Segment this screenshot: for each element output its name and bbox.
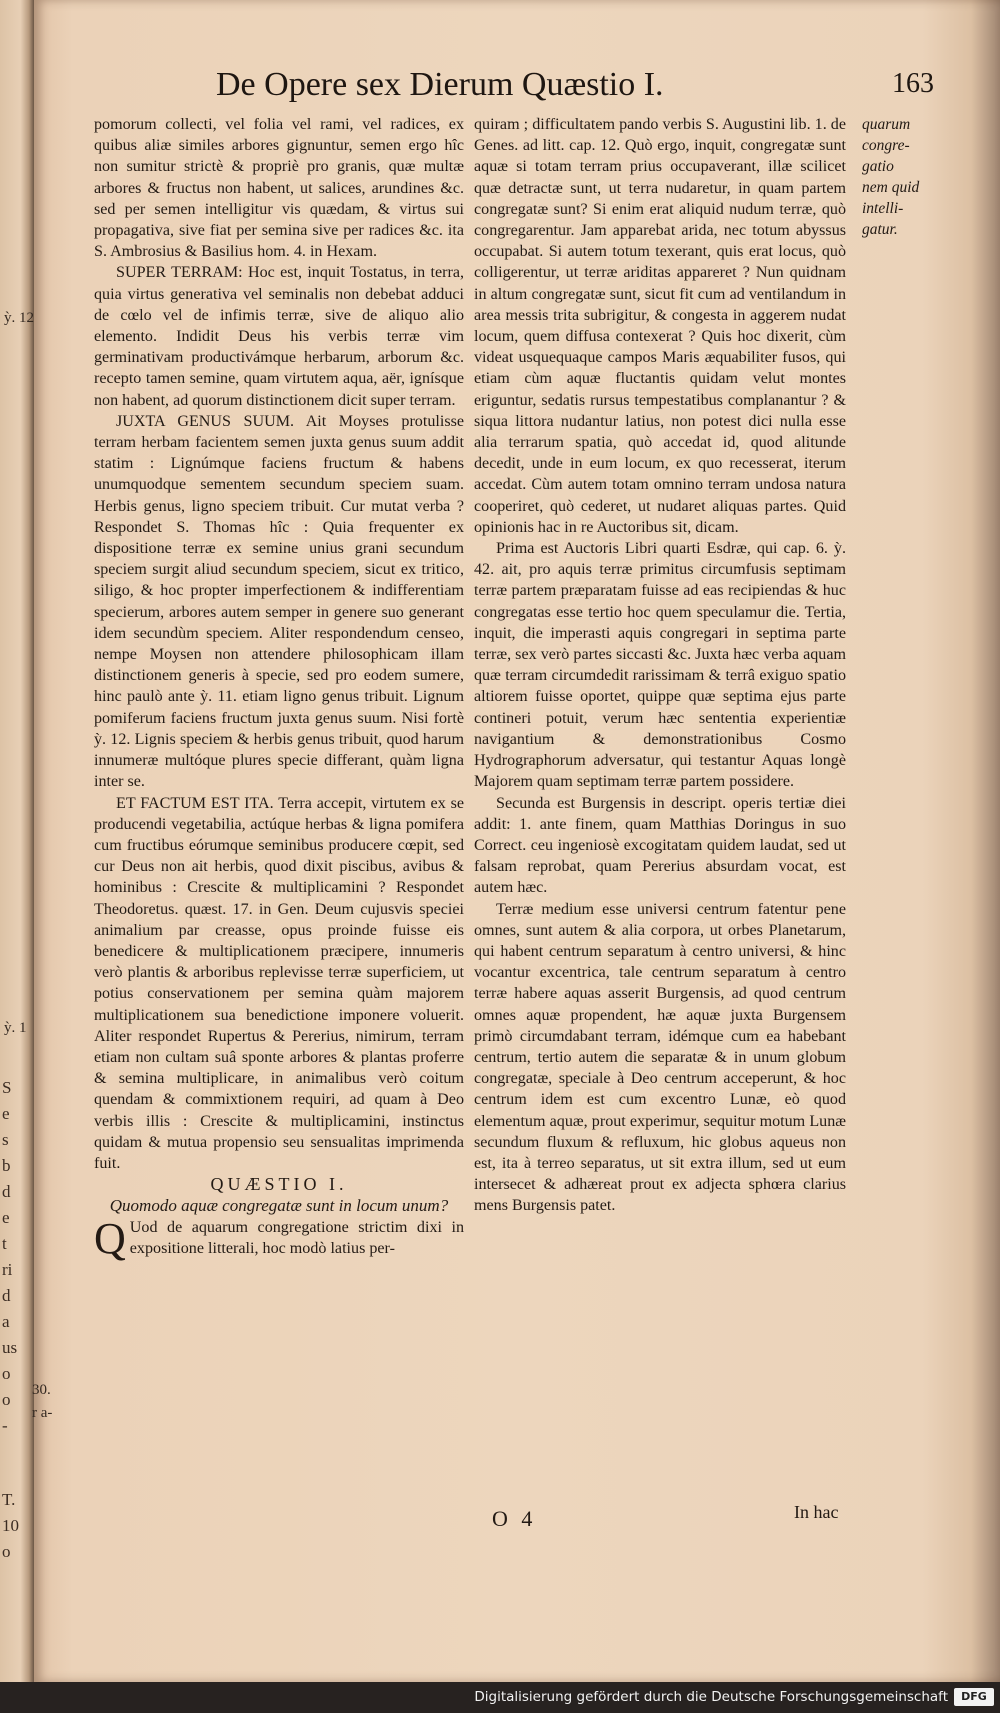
gutter-fragment: o (2, 1542, 11, 1561)
paragraph: pomorum collecti, vel folia vel rami, vel radices, ex quibus aliæ similes arbores gignuntur, semen ergo hîc non sumitur strictè & propriè pro granis, quæ multæ arbores & fructus non habent, ut salices, arundines &c. sed per semen intelligitur vis quædam, & virtus sui propagativa, sive fiat per semina sive per radices &c. ita S. Ambrosius & Basilius hom. 4. in Hexam. (94, 116, 464, 261)
right-margin-note: congre- (862, 137, 910, 154)
left-column (94, 114, 464, 1263)
right-column (474, 114, 846, 1217)
gutter-fragment: - (2, 1416, 8, 1435)
gutter-fragment: b (2, 1156, 11, 1175)
question-opening (94, 1213, 464, 1263)
gutter-fragment: e (2, 1208, 10, 1227)
left-margin-note: ỳ. 1 (4, 1020, 27, 1036)
gutter-fragment: ri (2, 1260, 13, 1279)
gutter-fragment: a (2, 1312, 10, 1331)
dfg-logo-icon: DFG (954, 1688, 994, 1706)
question-subtitle: Quomodo aquæ congregatæ sunt in locum unum? (109, 1196, 449, 1216)
running-title: De Opere sex Dierum Quæstio I. (216, 66, 664, 103)
paragraph: Terræ medium esse universi centrum fatentur pene omnes, sunt autem & alia corpora, ut orbes Planetarum, qui habent centrum separatum à centro universi, & hinc vocantur excentrica, tale centrum separatum à centro terræ habere aquas asserit Burgensis, ad quod centrum omnes aquæ propendent, hæ aquæ juxta Burgensem primò circumdabant terram, idémque cum ea habebant centrum, tertio autem die separatæ & in unum globum congregatæ, speciale à Deo centrum acceperunt, & hoc centrum idem est cum excentro Lunæ, eò quod elementum aquæ, prout experimur, sequitur motum Lunæ secundum fluxum & refluxum, hic globus aqueus non est, ita à terreo separatus, ut sit extra illum, sed ut eum intersecet & adhæreat prout ex adjecta sphœra clarius mens Burgensis patet. (474, 900, 846, 1215)
facing-page-gutter (0, 0, 34, 1682)
gutter-fragment: us (2, 1338, 18, 1357)
paragraph: ET FACTUM EST ITA. Terra accepit, virtutem ex se producendi vegetabilia, actúque herbas & ligna pomifera cum fructibus eórumque seminibus producere cœpit, sed cur Deus non ait herbis, quod dixit piscibus, avibus & hominibus : Crescite & multiplicamini ? Respondet Theodoretus. quæst. 17. in Gen. Deum cujusvis speciei animalium par creasse, opus proinde fuisse eis benedicere & multiplicationem præcipere, innumeris verò plantis & arboribus replevisse terræ superficiem, ut potius conservationem per semina quàm majorem multiplicationem sua benedictione imponere voluerit. Aliter respondet Rupertus & Pererius, nimirum, terram etiam non cultam suâ sponte arbores & plantas proferre & semina multiplicare, in animalibus verò coitum quendam & commixtionem requiri, ad quam à Deo verbis illis : Crescite & multiplicamini, instinctus quidam & mutua propensio seu sensualitas imprimenda fuit. (94, 794, 464, 1172)
question-heading: QUÆSTIO I. (210, 1174, 348, 1195)
right-margin-note: nem quid (862, 179, 920, 196)
gutter-fragment: 10 (2, 1516, 19, 1535)
gutter-fragment: o (2, 1390, 11, 1409)
paragraph: JUXTA GENUS SUUM. Ait Moyses protulisse terram herbam facientem semen juxta genus suum addit statim : Lignúmque faciens fructum & habens unumquodque sementem secundum speciem suam. Herbis genus, ligno speciem tribuit. Cur mutat verba ? Respondet S. Thomas hîc : Quia frequenter ex dispositione terræ ex semine unius grani secundum speciem surgit aliud secundum speciem, sicut ex tritico, siligo, & hoc propter imperfectionem & indifferentiam specierum, arbores autem semper in genere suo generant idem secundùm speciem. Aliter respondendum censeo, nempe Moysen non attendere philosophicam illam distinctionem generis à specie, sed pro eodem sumere, hinc paulò ante ỳ. 11. etiam ligno genus tribuit. Lignum pomiferum faciens fructum juxta genus suum. Nisi fortè ỳ. 12. Lignis speciem & herbis genus tribuit, quod harum innumeræ multóque plures specie differant, quàm ligna inter se. (94, 412, 464, 791)
paragraph: quiram ; difficultatem pando verbis S. Augustini lib. 1. de Genes. ad litt. cap. 12. Quò ergo, inquit, congregatæ sunt aquæ si totam terram prius occupaverant, illæ scilicet quæ detractæ sunt, ut terra nudaretur, in quam partem congregatæ sunt? Si enim erat aliquid nudum terræ, quò congregarentur. Jam apparebat arida, nec totum abyssus occupabat. Si autem totum texerant, quis erat locus, quò colligerentur, ut terræ ariditas appareret ? Nun quidnam in altum congregatæ sunt, sicut fit cum ad ventilandum in area messis trita subrigitur, & congesta in aggerem nudat locum, quem diffusa contexerat ? Quis hoc dixerit, cùm videat usquequaque campos Maris æquabiliter fusos, qui etiam cùm aquæ fluctantis quidam velut montes eriguntur, sedatis rursus tempestatibus complanantur ? & siqua littora nudantur latius, non potest dici nulla esse alia terrarum spatia, quò accedat id, quod alitunde decedit, unde in eum locum, ex quo recesserat, iterum accedat. Cùm autem totam omnino terram undosa natura cooperiret, quò cederet, ut nudaret aliquas partes. Quid opinionis hac in re Auctoribus sit, dicam. (474, 116, 846, 536)
footer-bar (0, 1682, 1000, 1713)
gutter-fragment: T. (2, 1490, 16, 1509)
right-margin-note: quarum (862, 116, 911, 133)
gutter-fragment: o (2, 1364, 11, 1383)
gutter-fragment: e (2, 1104, 10, 1123)
gutter-fragment: t (2, 1234, 7, 1253)
left-margin-note: ỳ. 12 (4, 310, 34, 326)
right-margin-note: gatur. (862, 221, 898, 238)
gutter-fragment: S (2, 1078, 12, 1097)
gutter-fragment: d (2, 1286, 11, 1305)
left-margin-note: r a- (32, 1405, 53, 1421)
paragraph: Secunda est Burgensis in descript. operis tertiæ diei addit: 1. ante finem, quam Matthias Doringus in suo Correct. ceu ingeniosè excogitatam quidem laudat, sed ut falsam reprobat, quam Pererius absurdam vocat, est autem hæc. (474, 794, 846, 897)
drop-cap: Q (94, 1213, 126, 1263)
page-number: 163 (892, 68, 934, 99)
paragraph: SUPER TERRAM: Hoc est, inquit Tostatus, in terra, quia virtus generativa vel seminalis non debebat adduci de cœlo vel de infimis terræ, sive de aliquo alio elemento. Indidit Deus his verbis terræ vim germinativam productivámque herbarum, arborum &c. recepto tamen semine, quam virtutem aqua, aër, ignísque non habent, ad quorum distinctionem dicit super terram. (94, 264, 464, 409)
funding-credit: Digitalisierung gefördert durch die Deutsche Forschungsgemeinschaft (474, 1689, 948, 1705)
right-margin-note: intelli- (862, 200, 904, 217)
gutter-fragment: d (2, 1182, 11, 1201)
right-margin-note: gatio (862, 158, 894, 175)
paragraph: Prima est Auctoris Libri quarti Esdræ, qui cap. 6. ỳ. 42. ait, pro aquis terræ primitus circumfusis septimam terræ partem præparatam fuisse ad eas recipiendas & huc congregatas esse tertio hoc quem speculamur die. Tertia, inquit, die imperasti aquis congregari in septima parte terræ, sex verò partes siccasti &c. Juxta hæc verba aquam quæ terram circumdedit rarissimam & terrâ exiguo spatio altiorem fuisse oportet, quippe quæ septima ejus parte contineri potuit, verum hæc sententia experientiæ navigantium & demonstrationibus Cosmo Hydrographorum adversatur, qui testantur Aquas longè Majorem quam septimam terræ partem possidere. (474, 540, 846, 791)
left-margin-note: 30. (32, 1382, 51, 1398)
catchword: In hac (794, 1502, 839, 1522)
signature-mark: O 4 (492, 1506, 537, 1531)
opening-text: Uod de aquarum congregatione strictim dixi in expositione litterali, hoc modò latius per- (129, 1218, 464, 1257)
gutter-fragment: s (2, 1130, 9, 1149)
